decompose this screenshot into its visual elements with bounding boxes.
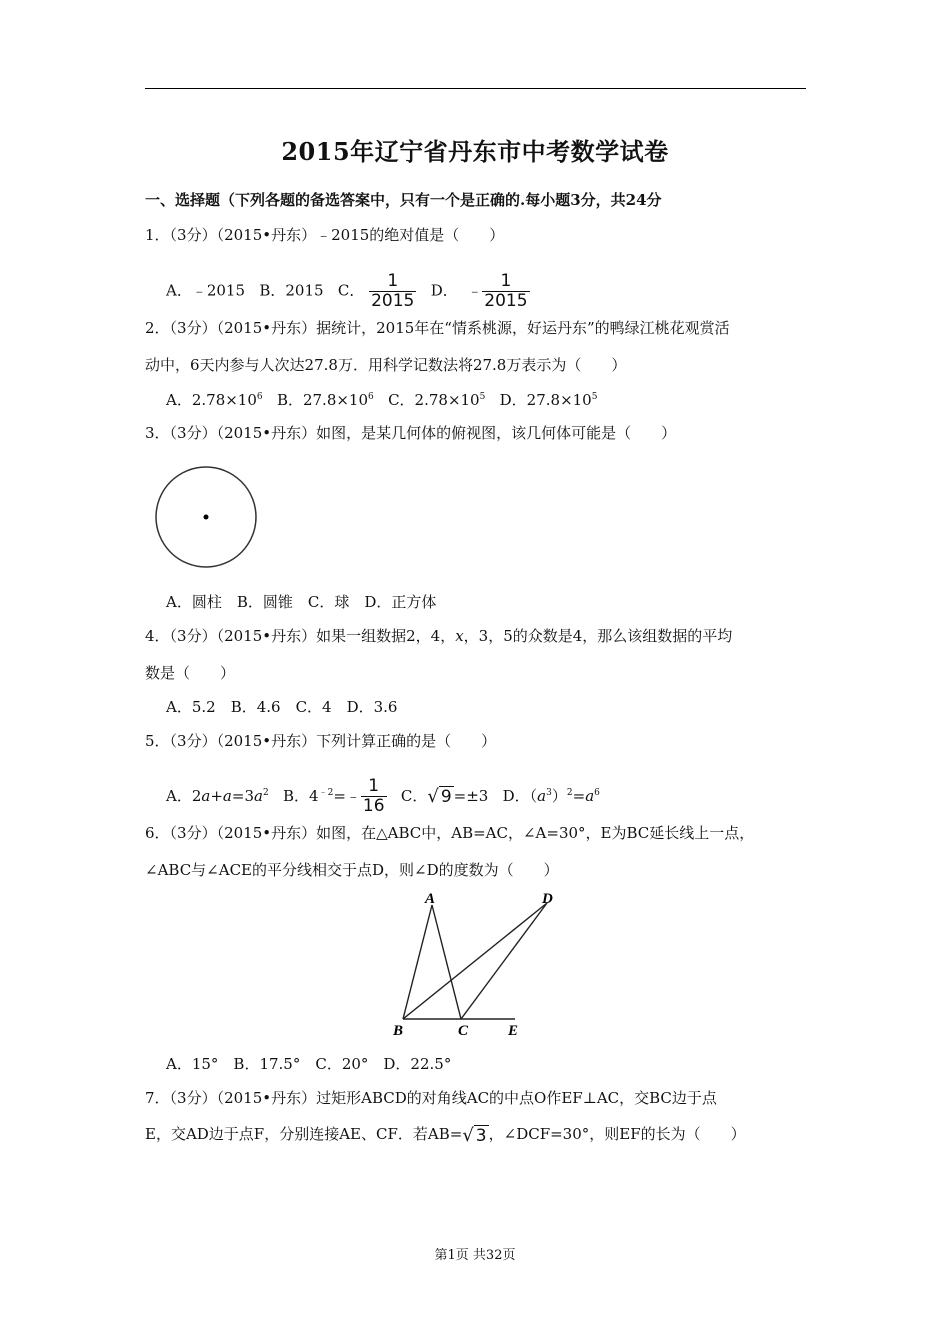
q4-stem-line1: 4．（3分）（2015•丹东）如果一组数据2，4，x，3，5的众数是4，那么该组数据的平均 [145, 627, 733, 645]
q5-option-a: A．$2a+a=3a^2$ [166, 786, 269, 805]
label-A: A [425, 891, 436, 907]
q5-option-d: D．$(a^3)^2=a^6$ [502, 786, 600, 805]
q3-options: A．圆柱 B．圆锥 C．球 D．正方体 [166, 593, 437, 611]
q6-triangle-figure [385, 885, 560, 1045]
q1-option-c-label: C． [337, 281, 365, 300]
q7-stem-line1: 7．（3分）（2015•丹东）过矩形ABCD的对角线AC的中点O作EF⊥AC，交BC边于点 [145, 1089, 717, 1107]
fraction-denominator: 2015 [484, 291, 528, 311]
q3-stem: 3．（3分）（2015•丹东）如图，是某几何体的俯视图，该几何体可能是（ ） [145, 424, 677, 442]
label-C: C [458, 1023, 469, 1039]
label-D: D [542, 891, 553, 907]
page-title: 2015年辽宁省丹东市中考数学试卷 [281, 137, 669, 166]
q1-stem: 1．（3分）（2015•丹东）﹣2015的绝对值是（ ） [145, 226, 505, 244]
fraction-denominator: 2015 [371, 291, 415, 311]
q1-options [166, 272, 530, 311]
q5-option-c: C．√ 9 =±3 [400, 786, 489, 807]
q2-option-b: B．$27.8\times 10^6$ [276, 391, 374, 409]
q2-option-a: A．$2.78\times 10^6$ [166, 391, 263, 409]
sqrt-symbol: √ 9 [427, 786, 452, 807]
sqrt-symbol: √ 3 [462, 1124, 487, 1146]
q5-option-b-fraction: $\frac{1}{16}$ [362, 776, 385, 816]
q7-stem-line2: E，交AD边于点F，分别连接AE、CF．若AB=√ 3 ，∠DCF=30°，则EF的长为（ ） [145, 1124, 746, 1146]
q1-option-a: A．﹣2015 [166, 281, 246, 300]
label-E: E [508, 1023, 519, 1039]
q2-option-d: D．$27.8\times 10^5$ [499, 391, 598, 409]
q6-stem-line1: 6．（3分）（2015•丹东）如图，在△ABC中，AB=AC，∠A=30°，E为BC延长线上一点， [145, 824, 755, 842]
q1-option-b: B．2015 [259, 281, 324, 300]
fraction-numerator: 1 [500, 271, 512, 291]
q1-option-d-sign: ﹣ [467, 281, 483, 300]
header-rule [145, 88, 806, 89]
q5-stem: 5．（3分）（2015•丹东）下列计算正确的是（ ） [145, 732, 497, 750]
q2-options [166, 390, 597, 410]
q4-stem-line2: 数是（ ） [145, 664, 236, 682]
q4-options: A．5.2 B．4.6 C．4 D．3.6 [166, 698, 398, 716]
label-B: B [393, 1023, 404, 1039]
q6-options: A．15° B．17.5° C．20° D．22.5° [166, 1055, 452, 1073]
circle-center-dot [204, 515, 209, 520]
line-BD [403, 903, 547, 1019]
page-footer: 第1页 共32页 [434, 1248, 516, 1263]
q3-top-view-figure [150, 460, 265, 575]
q6-stem-line2: ∠ABC与∠ACE的平分线相交于点D，则∠D的度数为（ ） [145, 861, 559, 879]
fraction-numerator: 1 [387, 271, 399, 291]
section-heading: 一、选择题（下列各题的备选答案中，只有一个是正确的.每小题3分，共24分 [145, 191, 662, 209]
q5-options [166, 777, 600, 816]
line-AB [403, 905, 432, 1019]
q2-option-c: C．$2.78\times 10^5$ [388, 391, 486, 409]
q1-option-d-label: D． [430, 281, 458, 300]
q1-option-c-fraction [369, 272, 416, 311]
q2-stem-line2: 动中，6天内参与人次达27.8万．用科学记数法将27.8万表示为（ ） [145, 356, 627, 374]
q2-stem-line1: 2．（3分）（2015•丹东）据统计，2015年在“情系桃源，好运丹东”的鸭绿江桃花观赏活 [145, 319, 730, 337]
line-AC [432, 905, 461, 1019]
q1-option-d-fraction [482, 272, 529, 311]
q5-option-b: B．$4^{﹣2}=﹣$ $\frac{1}{16}$ [283, 776, 385, 816]
